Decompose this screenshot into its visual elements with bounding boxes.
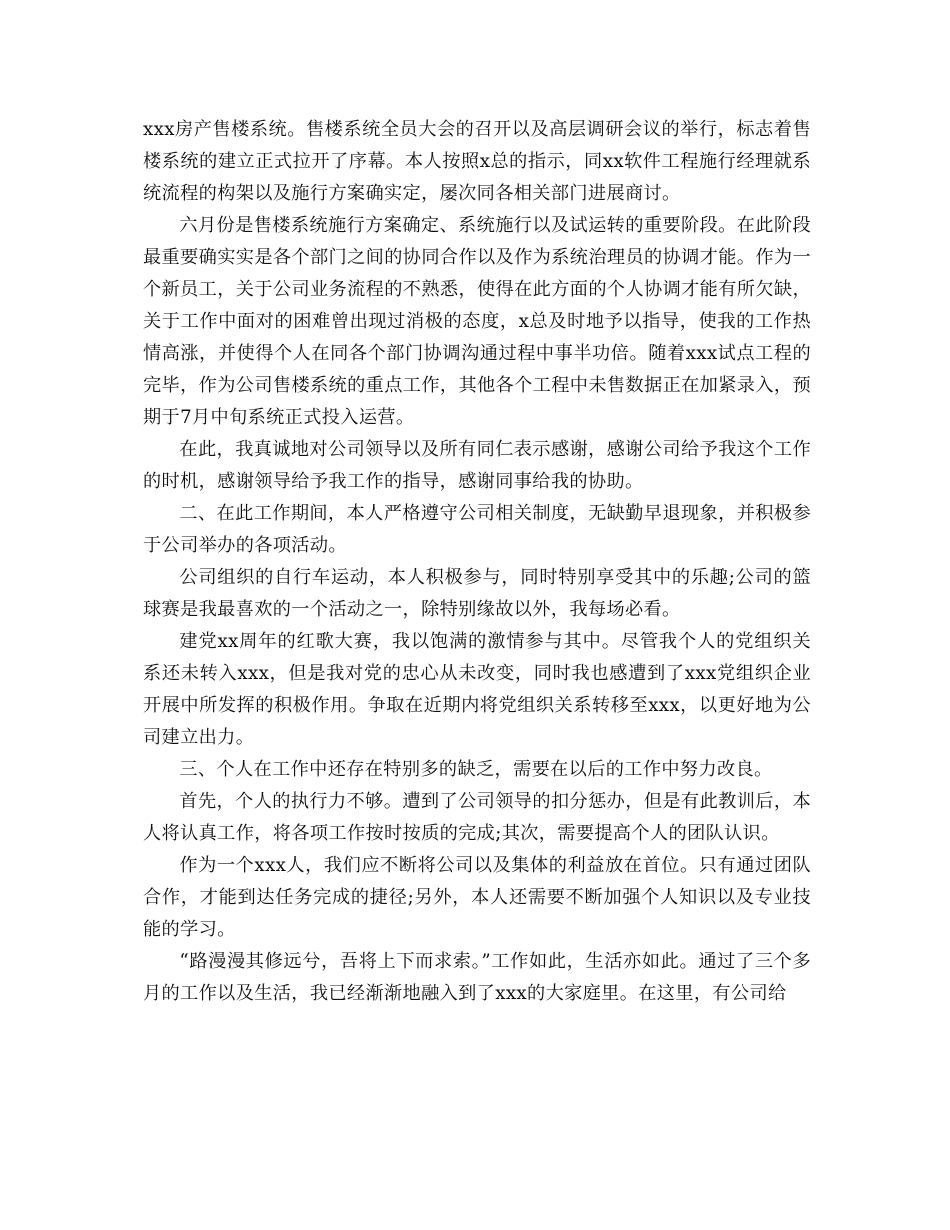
paragraph: 二、在此工作期间，本人严格遵守公司相关制度，无缺勤早退现象，并积极参于公司举办的各项活动。 — [143, 503, 811, 556]
paragraph: 在此，我真诚地对公司领导以及所有同仁表示感谢，感谢公司给予我这个工作的时机，感谢领导给予我工作的指导，感谢同事给我的协助。 — [143, 439, 811, 492]
paragraph: 首先，个人的执行力不够。遭到了公司领导的扣分惩办，但是有此教训后，本人将认真工作，将各项工作按时按质的完成;其次，需要提高个人的团队认识。 — [143, 791, 811, 844]
paragraph: 公司组织的自行车运动，本人积极参与，同时特别享受其中的乐趣;公司的篮球赛是我最喜欢的一个活动之一，除特别缘故以外，我每场必看。 — [143, 567, 811, 620]
paragraph: 作为一个xxx人，我们应不断将公司以及集体的利益放在首位。只有通过团队合作，才能到达任务完成的捷径;另外，本人还需要不断加强个人知识以及专业技能的学习。 — [143, 855, 811, 940]
document-body — [143, 114, 811, 1010]
paragraph: 六月份是售楼系统施行方案确定、系统施行以及试运转的重要阶段。在此阶段最重要确实实是各个部门之间的协同合作以及作为系统治理员的协调才能。作为一个新员工，关于公司业务流程的不熟悉，使得在此方面的个人协调才能有所欠缺，关于工作中面对的困难曾出现过消极的态度，x总及时地予以指导，使我的工作热情高涨，并使得个人在同各个部门协调沟通过程中事半功倍。随着xxx试点工程的完毕，作为公司售楼系统的重点工作，其他各个工程中未售数据正在加紧录入，预期于7月中旬系统正式投入运营。 — [143, 215, 811, 428]
paragraph: 建党xx周年的红歌大赛，我以饱满的激情参与其中。尽管我个人的党组织关系还未转入xxx，但是我对党的忠心从未改变，同时我也感遭到了xxx党组织企业开展中所发挥的积极作用。争取在近期内将党组织关系转移至xxx，以更好地为公司建立出力。 — [143, 631, 811, 748]
paragraph: xxx房产售楼系统。售楼系统全员大会的召开以及高层调研会议的举行，标志着售楼系统的建立正式拉开了序幕。本人按照x总的指示，同xx软件工程施行经理就系统流程的构架以及施行方案确实定，屡次同各相关部门进展商讨。 — [143, 119, 811, 204]
paragraph: “路漫漫其修远兮，吾将上下而求索。”工作如此，生活亦如此。通过了三个多月的工作以及生活，我已经渐渐地融入到了xxx的大家庭里。在这里，有公司给 — [143, 951, 811, 1004]
paragraph: 三、个人在工作中还存在特别多的缺乏，需要在以后的工作中努力改良。 — [179, 759, 773, 780]
